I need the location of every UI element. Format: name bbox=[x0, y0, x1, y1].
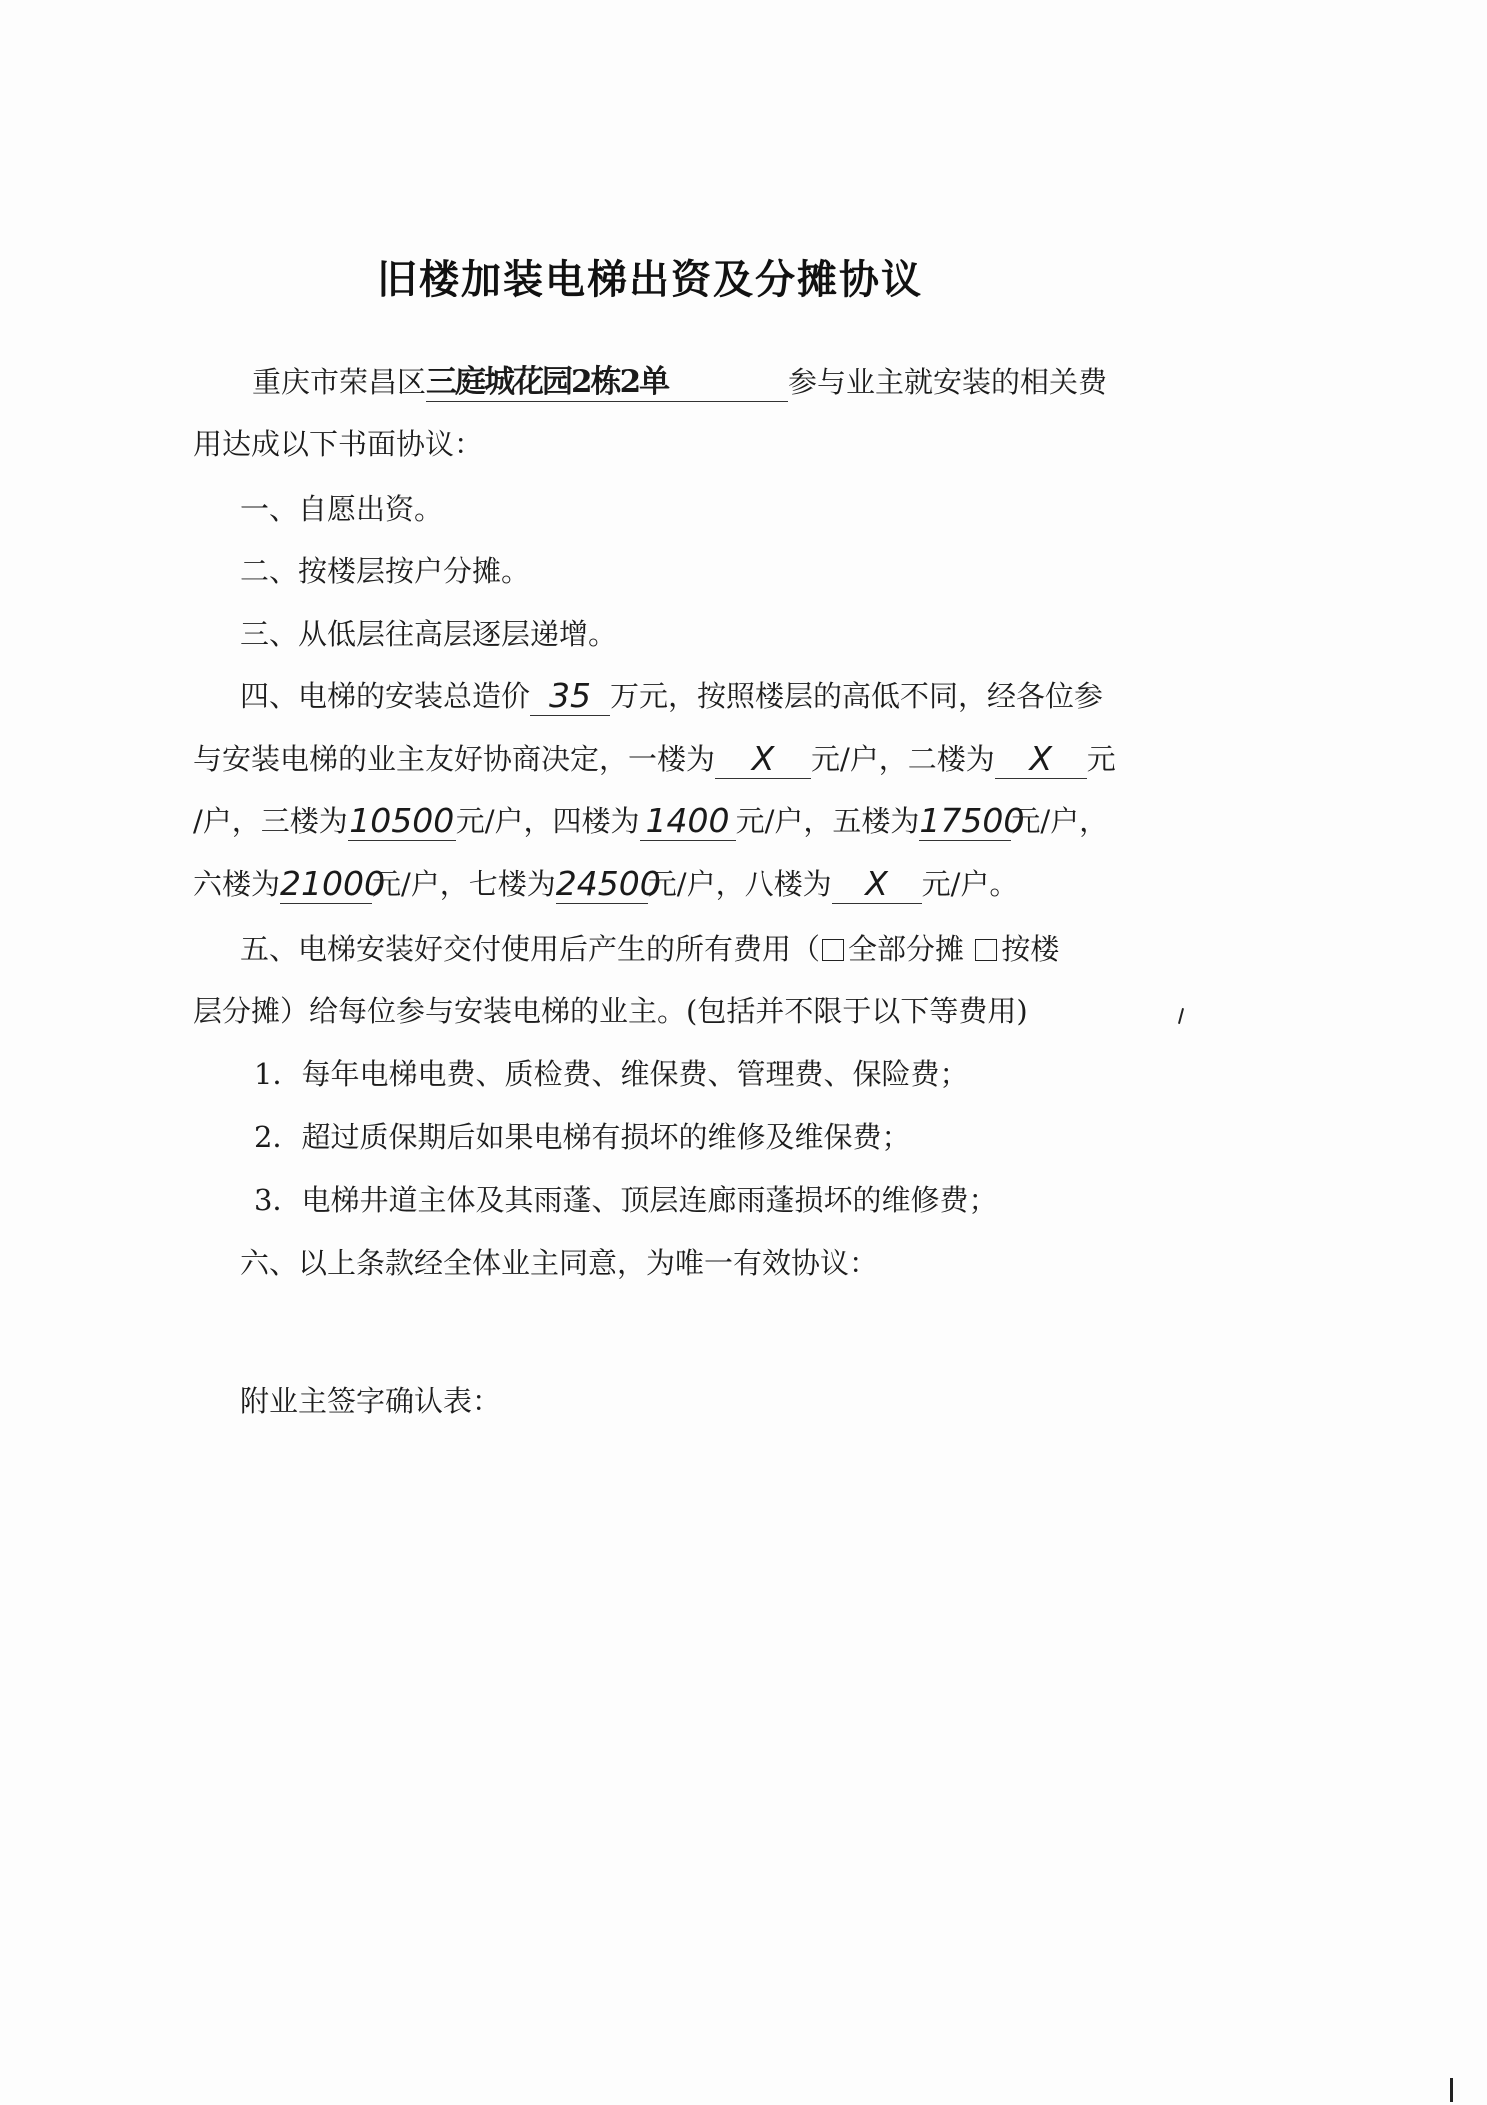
floor-6-unit: 元/户，七楼为 bbox=[372, 867, 556, 901]
scan-edge-mark bbox=[1450, 2078, 1453, 2102]
floor-3-fill: 10500 bbox=[349, 801, 455, 840]
fee-item-1: 1．每年电梯电费、质检费、维保费、管理费、保险费； bbox=[254, 1057, 969, 1091]
clause-4-after-total: 万元，按照楼层的高低不同，经各位参 bbox=[610, 679, 1104, 713]
floor-4-fill: 1400 bbox=[640, 802, 736, 841]
clause-5-prefix: 五、电梯安装好交付使用后产生的所有费用（ bbox=[240, 932, 821, 966]
clause-4-line-2 bbox=[193, 739, 1116, 779]
floor-8-unit: 元/户。 bbox=[921, 867, 1019, 901]
clause-2: 二、按楼层按户分摊。 bbox=[240, 554, 531, 588]
intro-line-1 bbox=[252, 362, 1107, 402]
intro-prefix: 重庆市荣昌区 bbox=[252, 365, 427, 399]
clause-5-line-1 bbox=[240, 929, 1059, 969]
clause-4-line-1 bbox=[240, 676, 1103, 716]
clause-4-prefix: 四、电梯的安装总造价 bbox=[240, 679, 531, 713]
scan-speck bbox=[1178, 1008, 1184, 1024]
option-all-share-label: 全部分摊 bbox=[848, 932, 965, 966]
clause-3: 三、从低层往高层逐层递增。 bbox=[240, 617, 618, 651]
total-cost-fill: 35 bbox=[530, 677, 610, 716]
fee-item-3: 3．电梯井道主体及其雨蓬、顶层连廊雨蓬损坏的维修费； bbox=[254, 1183, 998, 1217]
clause-4-line-4 bbox=[193, 864, 1018, 904]
floor-1-unit: 元/户，二楼为 bbox=[811, 742, 995, 776]
clause-4-line-2-prefix: 与安装电梯的业主友好协商决定，一楼为 bbox=[193, 742, 716, 776]
floor-1-fill: X bbox=[715, 740, 811, 779]
floor-4-unit: 元/户，五楼为 bbox=[735, 804, 920, 838]
clause-6: 六、以上条款经全体业主同意，为唯一有效协议： bbox=[240, 1246, 879, 1280]
clause-5-line-2: 层分摊）给每位参与安装电梯的业主。(包括并不限于以下等费用) bbox=[193, 994, 1028, 1028]
intro-suffix: 参与业主就安装的相关费 bbox=[788, 365, 1108, 399]
floor-7-unit: 元/户，八楼为 bbox=[647, 867, 832, 901]
floor-7-fill: 24500 bbox=[555, 864, 661, 903]
community-name-fill: 三庭城花园2栋2单 bbox=[426, 363, 788, 402]
floor-3-unit: 元/户，四楼为 bbox=[455, 804, 640, 838]
attachment-note: 附业主签字确认表： bbox=[240, 1384, 502, 1418]
floor-6-fill: 21000 bbox=[280, 864, 385, 903]
checkbox-all-share[interactable] bbox=[822, 939, 844, 961]
floor-5-unit: 元/户， bbox=[1011, 804, 1109, 838]
clause-4-line-3 bbox=[193, 801, 1108, 841]
fee-item-2: 2．超过质保期后如果电梯有损坏的维修及维保费； bbox=[254, 1120, 911, 1154]
floor-2-fill: X bbox=[995, 740, 1087, 779]
floor-2-unit: 元 bbox=[1086, 742, 1116, 776]
floor-8-fill: X bbox=[832, 865, 922, 904]
checkbox-floor-share[interactable] bbox=[975, 939, 997, 961]
clause-4-line-4-prefix: 六楼为 bbox=[193, 867, 281, 901]
intro-line-2: 用达成以下书面协议： bbox=[193, 427, 484, 461]
clause-1: 一、自愿出资。 bbox=[240, 492, 444, 526]
option-floor-share-label: 按楼 bbox=[1001, 932, 1060, 966]
floor-5-fill: 17500 bbox=[919, 801, 1025, 840]
document-title: 旧楼加装电梯出资及分摊协议 bbox=[377, 256, 923, 303]
clause-4-line-3-prefix: /户，三楼为 bbox=[193, 804, 348, 838]
